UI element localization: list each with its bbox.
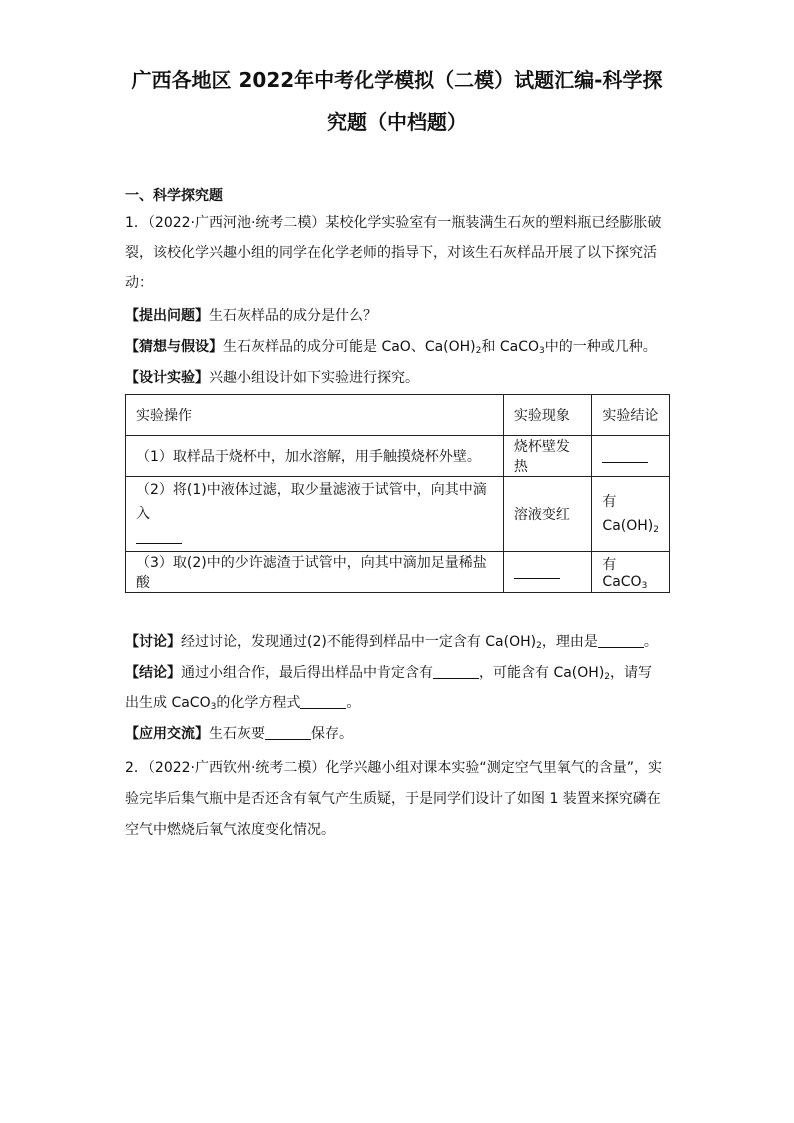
- conclusion-tag: 【结论】: [125, 665, 181, 681]
- answer-blank[interactable]: [514, 564, 560, 579]
- doc-title-line1: 广西各地区 2022年中考化学模拟（二模）试题汇编-科学探: [131, 68, 663, 92]
- row3-conclusion: [592, 552, 670, 593]
- row3-operation: （3）取(2)中的少许滤渣于试管中，向其中滴加足量稀盐酸: [126, 552, 504, 593]
- answer-blank[interactable]: [602, 448, 648, 463]
- section-heading: 一、科学探究题: [125, 188, 223, 204]
- answer-blank[interactable]: [300, 694, 346, 709]
- sub-3: 3: [641, 581, 648, 591]
- apply-text-a: 生石灰要: [209, 726, 265, 742]
- row2-operation-text: （2）将(1)中液体过滤，取少量滤液于试管中，向其中滴入: [136, 482, 487, 522]
- q1-text-line2: 裂，该校化学兴趣小组的同学在化学老师的指导下，对该生石灰样品开展了以下探究活: [125, 245, 657, 261]
- conclusion-text-c: ，请写: [610, 665, 653, 681]
- q1-text-line1: 1．（2022·广西河池·统考二模）某校化学实验室有一瓶装满生石灰的塑料瓶已经膨胀破: [125, 215, 662, 231]
- answer-blank[interactable]: [136, 529, 182, 544]
- apply-text-b: 保存。: [311, 726, 353, 742]
- header-phenomenon: 实验现象: [503, 395, 592, 436]
- experiment-table: [125, 394, 670, 593]
- q2-text-line2: 验完毕后集气瓶中是否还含有氧气产生质疑，于是同学们设计了如图 1 装置来探究磷在: [125, 791, 661, 807]
- q1-text-line3: 动：: [125, 275, 153, 291]
- conclusion-line2-c: 。: [346, 695, 361, 711]
- discuss-text-c: 。: [643, 634, 658, 650]
- row1-operation: （1）取样品于烧杯中，加水溶解，用手触摸烧杯外壁。: [126, 436, 504, 477]
- q2-text-line1: 2．（2022·广西钦州·统考二模）化学兴趣小组对课本实验“测定空气里氧气的含量”，实: [125, 760, 662, 776]
- row2-conclusion: [592, 477, 670, 552]
- sub-2: 2: [604, 672, 611, 682]
- row1-phenomenon: 烧杯壁发热: [503, 436, 592, 477]
- table-row: [126, 552, 670, 593]
- sub-2: 2: [475, 346, 482, 356]
- q1-ask: [125, 306, 670, 326]
- discuss-text-a: 经过讨论，发现通过(2)不能得到样品中一定含有 Ca(OH): [181, 634, 537, 650]
- row1-conclusion: [592, 436, 670, 477]
- answer-blank[interactable]: [433, 664, 479, 679]
- conclusion-text-a: 通过小组合作，最后得出样品中肯定含有: [181, 665, 433, 681]
- conclusion-text-b: ，可能含有 Ca(OH): [479, 665, 605, 681]
- row2-phenomenon: 溶液变红: [503, 477, 592, 552]
- table-row: [126, 436, 670, 477]
- row3-phenomenon: [503, 552, 592, 593]
- guess-tag: 【猜想与假设】: [125, 339, 223, 355]
- q2-text-line3: 空气中燃烧后氧气浓度变化情况。: [125, 822, 335, 838]
- sub-3: 3: [539, 346, 545, 356]
- row2-conclusion-a: 有: [602, 494, 617, 510]
- sub-3: 3: [210, 702, 217, 712]
- header-operation: 实验操作: [126, 395, 504, 436]
- q1-apply: [125, 724, 670, 744]
- header-conclusion: 实验结论: [592, 395, 670, 436]
- answer-blank[interactable]: [598, 633, 644, 648]
- ask-text: 生石灰样品的成分是什么？: [209, 308, 377, 324]
- answer-blank[interactable]: [265, 725, 311, 740]
- guess-text-b: 和 CaCO: [481, 339, 539, 355]
- table-row: [126, 477, 670, 552]
- q1-discuss: [125, 632, 670, 652]
- q1-conclusion-line2: [125, 693, 670, 713]
- conclusion-line2-a: 出生成 CaCO: [125, 695, 211, 711]
- row2-conclusion-b: Ca(OH): [602, 518, 654, 534]
- apply-tag: 【应用交流】: [125, 726, 209, 742]
- design-text: 兴趣小组设计如下实验进行探究。: [209, 370, 419, 386]
- sub-2: 2: [653, 525, 659, 535]
- discuss-text-b: ，理由是: [541, 634, 598, 650]
- row3-conclusion-text: 有 CaCO: [602, 557, 642, 590]
- conclusion-line2-b: 的化学方程式: [216, 695, 301, 711]
- table-header-row: [126, 395, 670, 436]
- q1-conclusion: [125, 663, 670, 683]
- q1-design: [125, 368, 670, 388]
- design-tag: 【设计实验】: [125, 370, 209, 386]
- doc-title-line2: 究题（中档题）: [327, 110, 467, 134]
- sub-2: 2: [536, 641, 542, 651]
- guess-text-a: 生石灰样品的成分可能是 CaO、Ca(OH): [223, 339, 476, 355]
- row2-operation: [126, 477, 504, 552]
- discuss-tag: 【讨论】: [125, 634, 181, 650]
- guess-text-c: 中的一种或几种。: [544, 339, 657, 355]
- q1-guess: [125, 337, 670, 357]
- ask-tag: 【提出问题】: [125, 308, 209, 324]
